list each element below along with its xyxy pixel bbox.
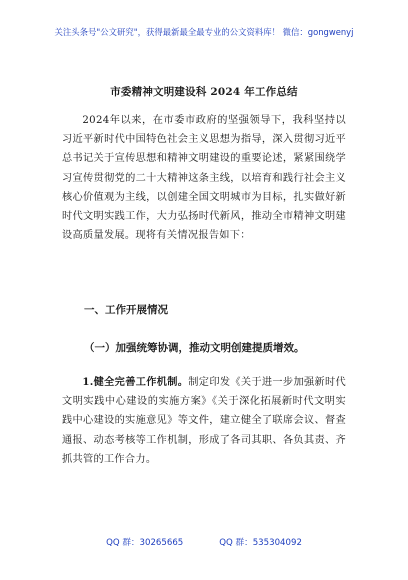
section-heading: 一、工作开展情况 — [84, 304, 168, 316]
intro-paragraph: 2024年以来，在市委市政府的坚强领导下，我科坚持以习近平新时代中国特色社会主义思想为指导，深入贯彻习近平总书记关于宣传思想和精神文明建设的重要论述，紧紧围绕学习宣传贯彻党的二十大精神这条主线，以培育和践行社会主义核心价值观为主线，以创建全国文明城市为目标，扎实做好新时代文明实践工作，大力弘扬时代新风，推动全市精神文明建设高质量发展。现将有关情况报告如下： — [62, 115, 346, 242]
item-body: 制定印发《关于进一步加强新时代文明实践中心建设的实施方案》《关于深化拓展新时代文明实践中心建设的实施意见》等文件，建立健全了联席会议、督查通报、动态考核等工作机制，形成了各司其职、各负其责、齐抓共管的工作合力。 — [62, 377, 346, 465]
item-paragraph — [62, 373, 346, 469]
header-promo-note: 关注头条号"公文研究"，获得最新最全最专业的公文资料库！ 微信：gongwenyj — [54, 27, 354, 37]
footer-qq-group-1: QQ 群：30265665 — [106, 538, 184, 548]
item-lead: 1.健全完善工作机制。 — [82, 376, 189, 388]
subsection-heading: （一）加强统筹协调，推动文明创建提质增效。 — [84, 342, 305, 354]
footer-qq-group-2: QQ 群：535304092 — [219, 538, 302, 548]
document-title: 市委精神文明建设科 2024 年工作总结 — [110, 86, 298, 98]
footer-qq-groups — [0, 536, 408, 548]
